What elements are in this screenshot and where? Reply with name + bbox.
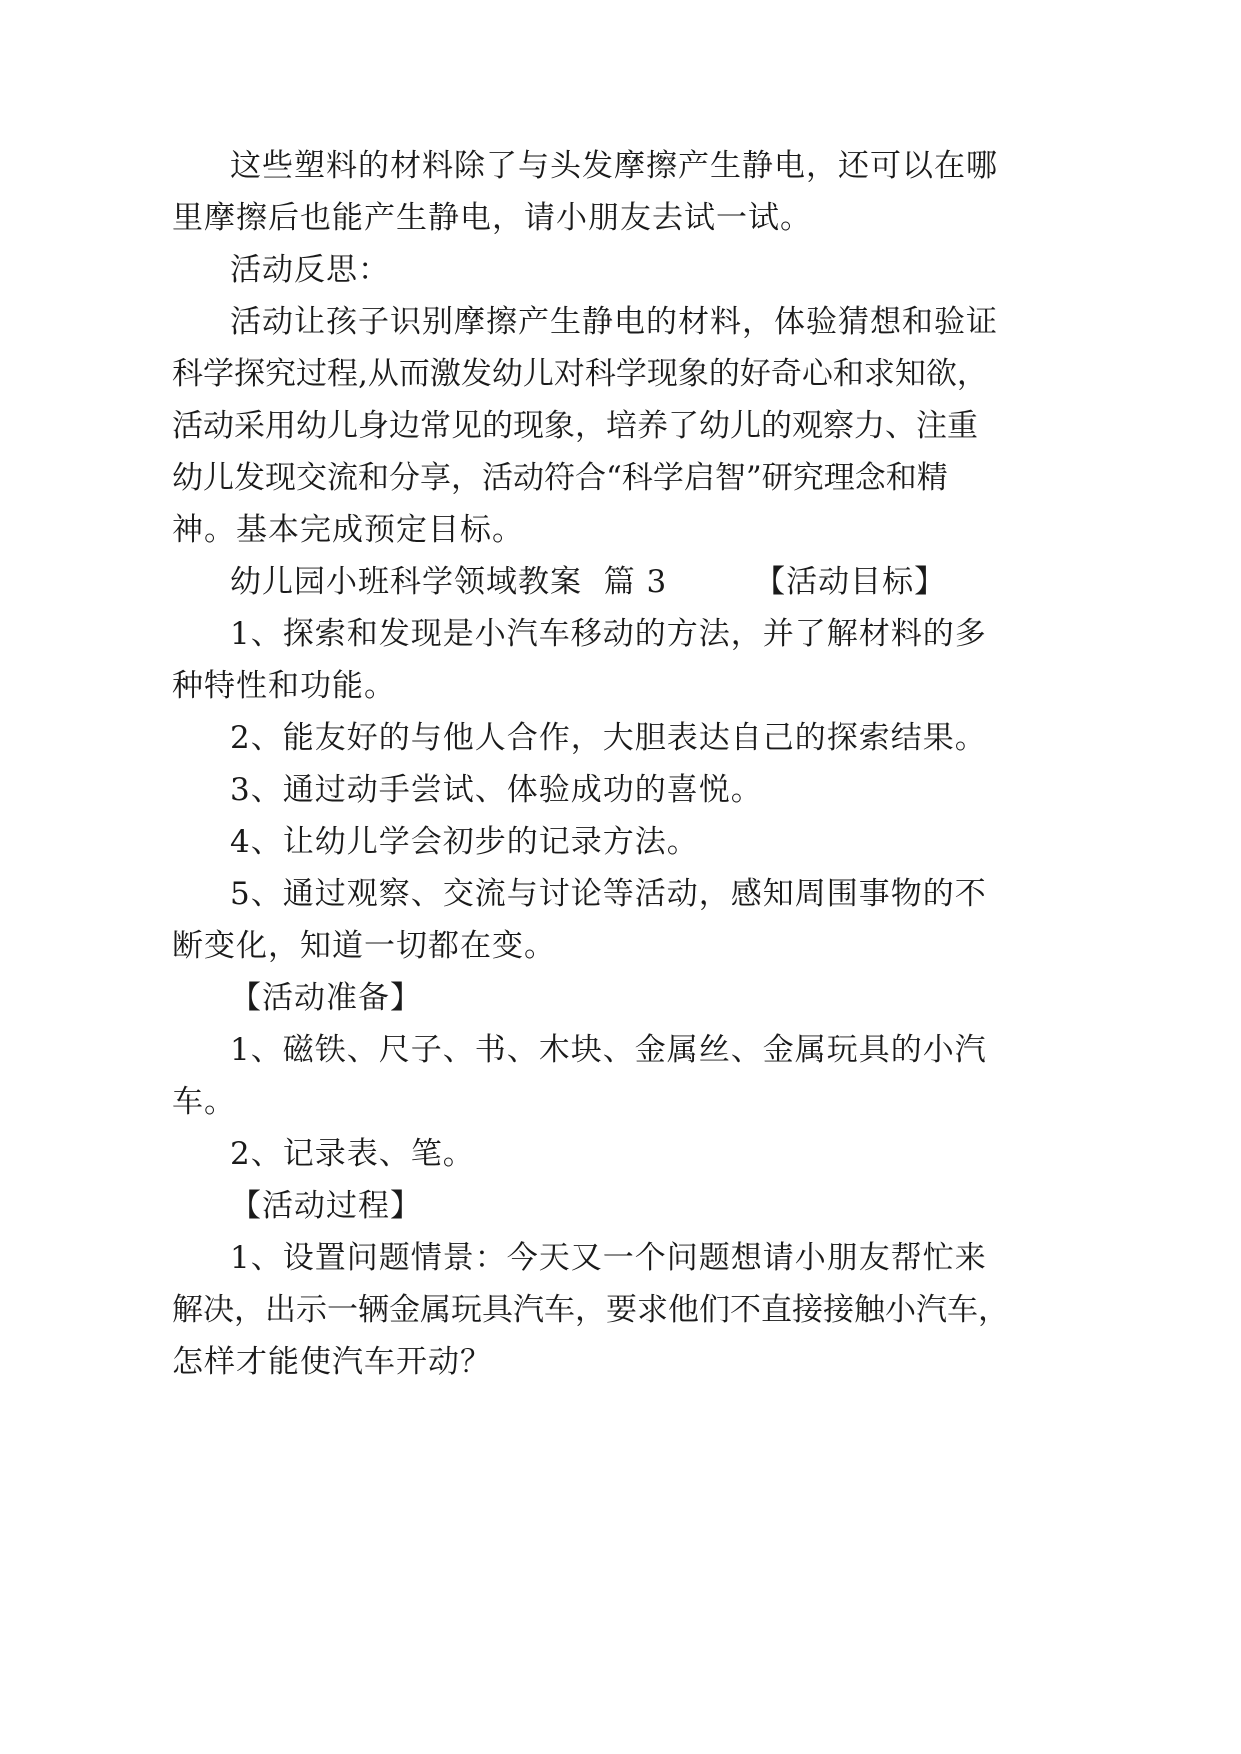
list-item-continuation: 怎样才能使汽车开动？ [172, 1344, 492, 1380]
list-item: 2、能友好的与他人合作，大胆表达自己的探索结果。 [230, 720, 987, 756]
list-item-continuation: 种特性和功能。 [172, 668, 396, 704]
list-item: 1、设置问题情景：今天又一个问题想请小朋友帮忙来 [230, 1240, 987, 1276]
section-heading: 活动反思： [230, 252, 390, 288]
list-item: 3、通过动手尝试、体验成功的喜悦。 [230, 772, 763, 808]
list-item-continuation: 断变化，知道一切都在变。 [172, 928, 556, 964]
list-item: 2、记录表、笔。 [230, 1136, 475, 1172]
paragraph-line: 科学探究过程,从而激发幼儿对科学现象的好奇心和求知欲， [172, 356, 988, 392]
paragraph-line: 神。基本完成预定目标。 [172, 512, 524, 548]
section-heading: 【活动准备】 [230, 980, 422, 1016]
list-item: 4、让幼儿学会初步的记录方法。 [230, 824, 699, 860]
section-heading: 【活动过程】 [230, 1188, 422, 1224]
list-item-continuation: 车。 [172, 1084, 236, 1120]
paragraph-line: 幼儿发现交流和分享，活动符合“科学启智”研究理念和精 [172, 460, 948, 496]
list-item-continuation: 解决，出示一辆金属玩具汽车，要求他们不直接接触小汽车， [172, 1292, 1009, 1328]
list-item: 5、通过观察、交流与讨论等活动，感知周围事物的不 [230, 876, 987, 912]
paragraph-line: 活动采用幼儿身边常见的现象，培养了幼儿的观察力、注重 [172, 408, 978, 444]
paragraph-line: 里摩擦后也能产生静电，请小朋友去试一试。 [172, 200, 812, 236]
paragraph-line: 活动让孩子识别摩擦产生静电的材料，体验猜想和验证 [230, 304, 998, 340]
list-item: 1、探索和发现是小汽车移动的方法，并了解材料的多 [230, 616, 987, 652]
paragraph-line: 这些塑料的材料除了与头发摩擦产生静电，还可以在哪 [230, 148, 998, 184]
lesson-title-line: 幼儿园小班科学领域教案 篇 3 【活动目标】 [230, 564, 947, 600]
list-item: 1、磁铁、尺子、书、木块、金属丝、金属玩具的小汽 [230, 1032, 987, 1068]
